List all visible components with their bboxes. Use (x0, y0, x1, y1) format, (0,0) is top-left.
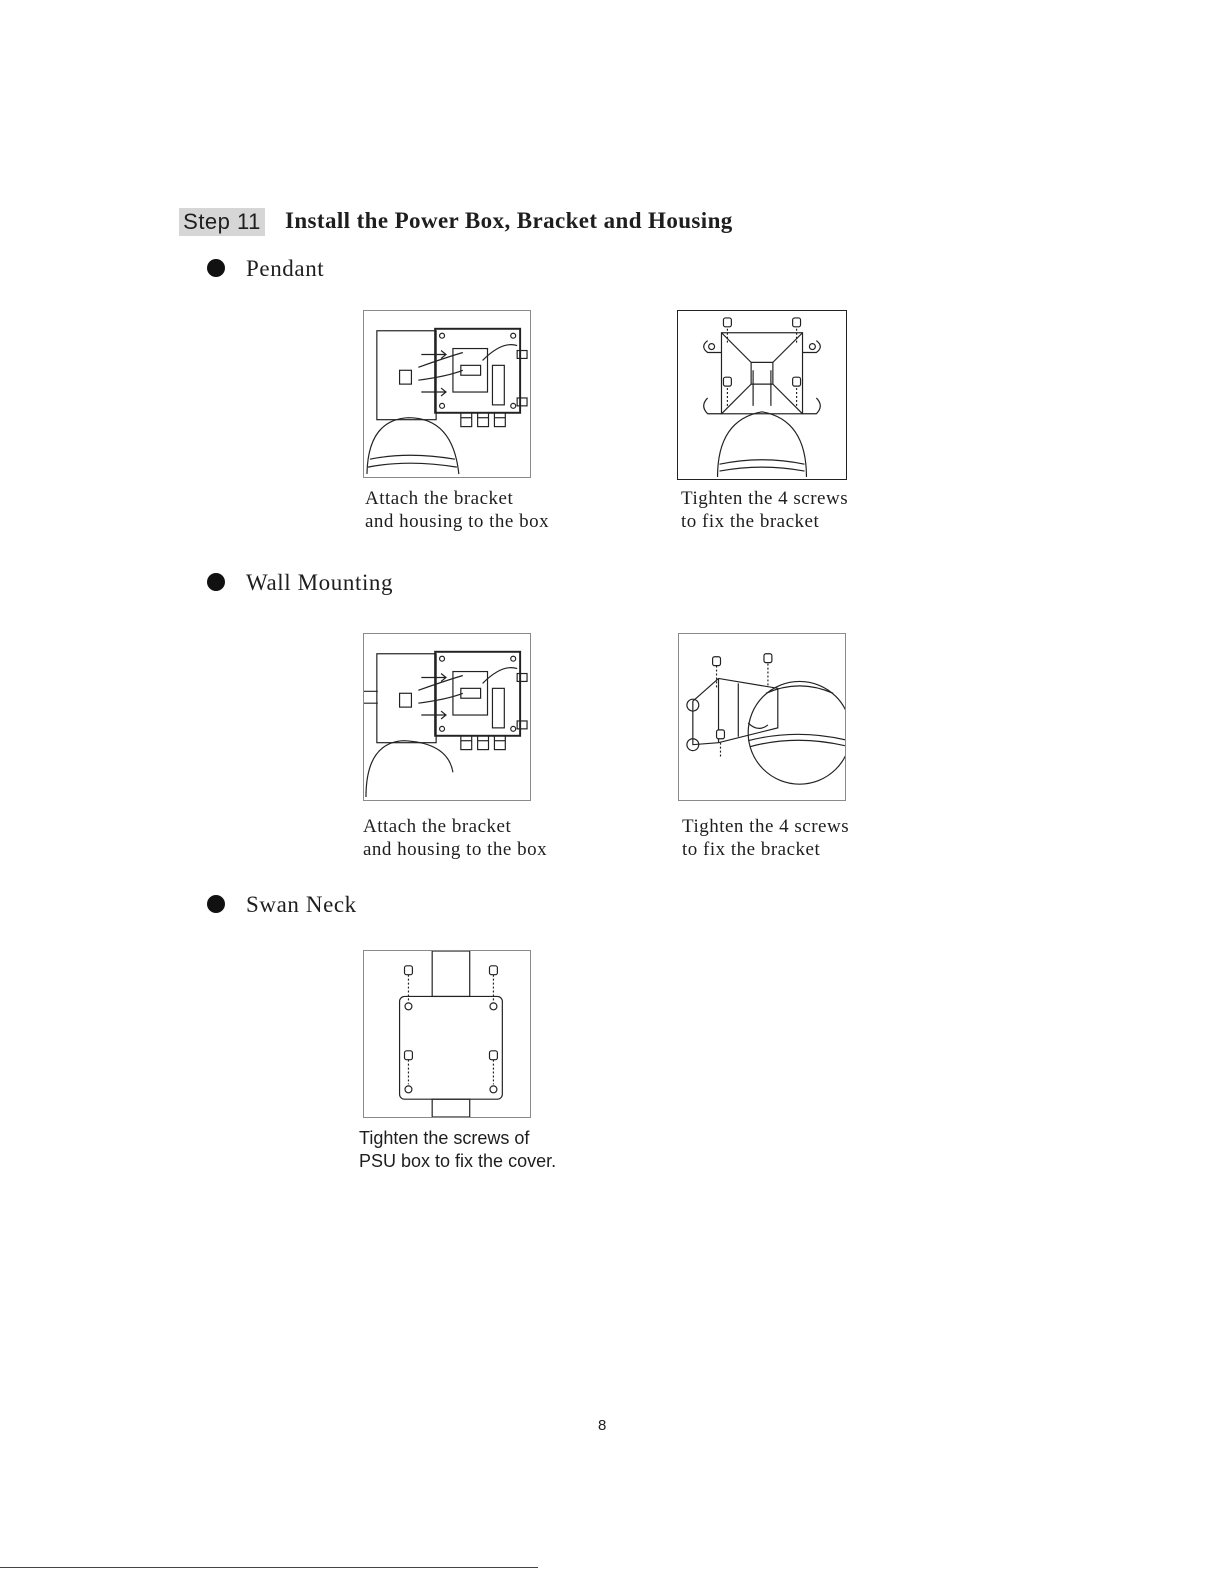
bullet-icon (207, 895, 225, 913)
section-title-swan-neck: Swan Neck (246, 892, 357, 917)
wall-attach-caption (363, 815, 547, 861)
psu-cover-screws-illustration (364, 951, 530, 1117)
wall-bracket-screws-illustration (679, 634, 845, 800)
caption-line: PSU box to fix the cover. (359, 1151, 557, 1171)
pendant-bracket-caption (681, 487, 848, 533)
wall-bracket-figure (678, 633, 846, 801)
caption-line: and housing to the box (363, 839, 548, 860)
pendant-attach-figure (363, 310, 531, 478)
power-box-housing-illustration (364, 311, 530, 477)
caption-line: to fix the bracket (681, 511, 820, 532)
swan-neck-cover-figure (363, 950, 531, 1118)
pendant-attach-caption (365, 487, 549, 533)
bracket-screws-illustration (678, 311, 846, 479)
page-number: 8 (598, 1417, 607, 1434)
swan-neck-cover-caption (359, 1127, 556, 1173)
section-title-wall-mounting: Wall Mounting (246, 570, 394, 595)
step-tag: Step 11 (179, 208, 265, 236)
caption-line: Tighten the 4 screws (682, 816, 850, 837)
section-title-pendant: Pendant (246, 256, 325, 281)
pendant-bracket-figure (677, 310, 847, 480)
caption-line: Attach the bracket (365, 488, 514, 509)
caption-line: Attach the bracket (363, 816, 512, 837)
wall-attach-figure (363, 633, 531, 801)
power-box-housing-illustration (364, 634, 530, 800)
caption-line: Tighten the 4 screws (681, 488, 849, 509)
wall-bracket-caption (682, 815, 849, 861)
bullet-icon (207, 259, 225, 277)
footer-rule (0, 1567, 538, 1568)
bullet-icon (207, 573, 225, 591)
caption-line: Tighten the screws of (359, 1128, 530, 1148)
step-title: Install the Power Box, Bracket and Housing (285, 208, 733, 233)
caption-line: and housing to the box (365, 511, 550, 532)
caption-line: to fix the bracket (682, 839, 821, 860)
